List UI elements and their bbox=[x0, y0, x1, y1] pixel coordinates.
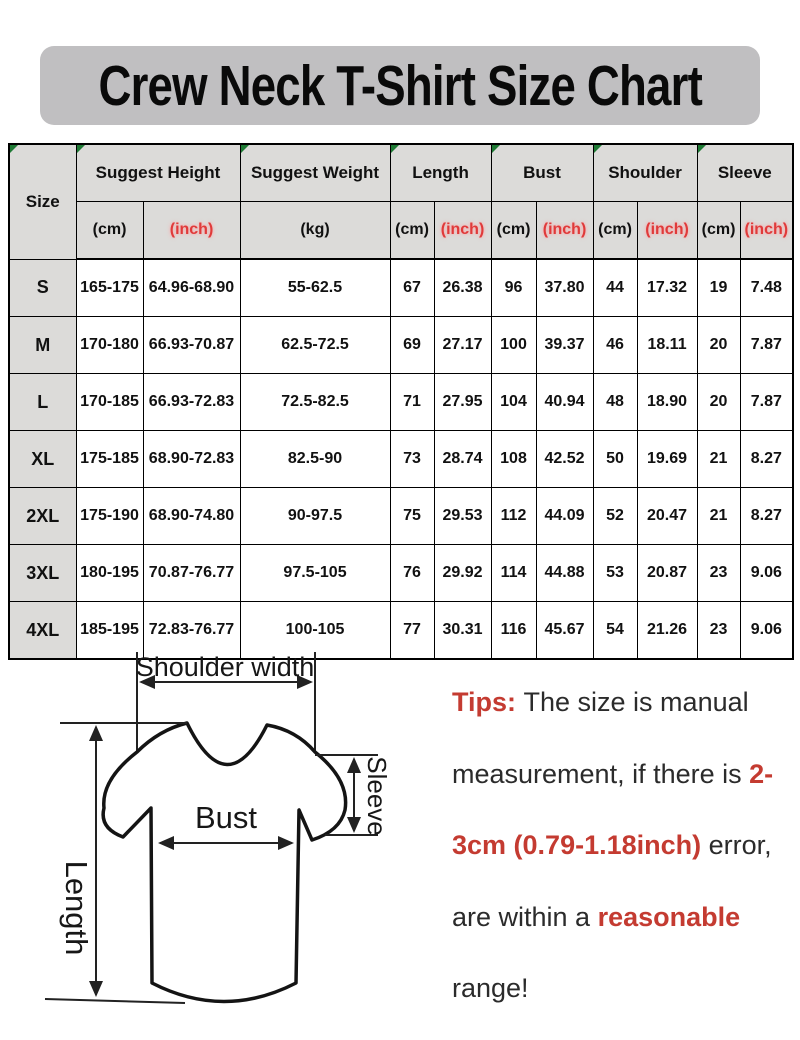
header-unit: (cm) bbox=[593, 202, 637, 260]
value-cell: 44 bbox=[593, 259, 637, 317]
value-cell: 20 bbox=[697, 317, 740, 374]
value-cell: 114 bbox=[491, 545, 536, 602]
tshirt-diagram-svg bbox=[0, 650, 446, 1040]
tips-highlight: Tips: bbox=[452, 687, 524, 717]
value-cell: 100 bbox=[491, 317, 536, 374]
header-unit: (cm) bbox=[76, 202, 143, 260]
value-cell: 37.80 bbox=[536, 259, 593, 317]
value-cell: 21.26 bbox=[637, 602, 697, 660]
value-cell: 68.90-74.80 bbox=[143, 488, 240, 545]
header-unit: (inch) bbox=[143, 202, 240, 260]
value-cell: 116 bbox=[491, 602, 536, 660]
value-cell: 76 bbox=[390, 545, 434, 602]
value-cell: 96 bbox=[491, 259, 536, 317]
value-cell: 39.37 bbox=[536, 317, 593, 374]
value-cell: 82.5-90 bbox=[240, 431, 390, 488]
value-cell: 75 bbox=[390, 488, 434, 545]
value-cell: 26.38 bbox=[434, 259, 491, 317]
value-cell: 54 bbox=[593, 602, 637, 660]
value-cell: 28.74 bbox=[434, 431, 491, 488]
value-cell: 55-62.5 bbox=[240, 259, 390, 317]
value-cell: 42.52 bbox=[536, 431, 593, 488]
value-cell: 21 bbox=[697, 431, 740, 488]
value-cell: 175-190 bbox=[76, 488, 143, 545]
value-cell: 165-175 bbox=[76, 259, 143, 317]
value-cell: 27.17 bbox=[434, 317, 491, 374]
value-cell: 70.87-76.77 bbox=[143, 545, 240, 602]
value-cell: 50 bbox=[593, 431, 637, 488]
value-cell: 23 bbox=[697, 602, 740, 660]
value-cell: 9.06 bbox=[740, 545, 793, 602]
value-cell: 66.93-72.83 bbox=[143, 374, 240, 431]
value-cell: 68.90-72.83 bbox=[143, 431, 240, 488]
tips-text bbox=[452, 667, 790, 1025]
value-cell: 9.06 bbox=[740, 602, 793, 660]
size-cell: S bbox=[9, 259, 76, 317]
header-group-shoulder: Shoulder bbox=[593, 144, 697, 202]
header-unit: (inch) bbox=[434, 202, 491, 260]
table-header bbox=[9, 144, 793, 259]
value-cell: 104 bbox=[491, 374, 536, 431]
header-unit: (kg) bbox=[240, 202, 390, 260]
value-cell: 97.5-105 bbox=[240, 545, 390, 602]
length-bottom-guide bbox=[45, 999, 185, 1003]
header-units-row bbox=[9, 202, 793, 260]
value-cell: 175-185 bbox=[76, 431, 143, 488]
value-cell: 8.27 bbox=[740, 488, 793, 545]
header-unit: (inch) bbox=[740, 202, 793, 260]
value-cell: 170-180 bbox=[76, 317, 143, 374]
value-cell: 19.69 bbox=[637, 431, 697, 488]
value-cell: 72.5-82.5 bbox=[240, 374, 390, 431]
value-cell: 77 bbox=[390, 602, 434, 660]
table-row-s bbox=[9, 259, 793, 317]
value-cell: 18.90 bbox=[637, 374, 697, 431]
value-cell: 27.95 bbox=[434, 374, 491, 431]
value-cell: 19 bbox=[697, 259, 740, 317]
value-cell: 100-105 bbox=[240, 602, 390, 660]
value-cell: 17.32 bbox=[637, 259, 697, 317]
value-cell: 48 bbox=[593, 374, 637, 431]
tips-segment: range! bbox=[452, 973, 529, 1003]
value-cell: 64.96-68.90 bbox=[143, 259, 240, 317]
size-cell: L bbox=[9, 374, 76, 431]
value-cell: 72.83-76.77 bbox=[143, 602, 240, 660]
value-cell: 45.67 bbox=[536, 602, 593, 660]
value-cell: 29.92 bbox=[434, 545, 491, 602]
table-row-2xl bbox=[9, 488, 793, 545]
value-cell: 170-185 bbox=[76, 374, 143, 431]
bust-label: Bust bbox=[194, 800, 258, 835]
value-cell: 23 bbox=[697, 545, 740, 602]
header-unit: (cm) bbox=[491, 202, 536, 260]
header-unit: (cm) bbox=[697, 202, 740, 260]
value-cell: 180-195 bbox=[76, 545, 143, 602]
value-cell: 44.88 bbox=[536, 545, 593, 602]
table-body bbox=[9, 259, 793, 659]
value-cell: 44.09 bbox=[536, 488, 593, 545]
value-cell: 108 bbox=[491, 431, 536, 488]
tshirt-outline bbox=[103, 723, 345, 1002]
size-cell: XL bbox=[9, 431, 76, 488]
value-cell: 71 bbox=[390, 374, 434, 431]
value-cell: 62.5-72.5 bbox=[240, 317, 390, 374]
header-group-length: Length bbox=[390, 144, 491, 202]
size-cell: M bbox=[9, 317, 76, 374]
tshirt-diagram bbox=[0, 650, 446, 1040]
header-unit: (cm) bbox=[390, 202, 434, 260]
value-cell: 112 bbox=[491, 488, 536, 545]
value-cell: 67 bbox=[390, 259, 434, 317]
table-row-l bbox=[9, 374, 793, 431]
header-group-row bbox=[9, 144, 793, 202]
title-banner bbox=[40, 46, 760, 125]
tips-segment: error, are within a bbox=[452, 830, 772, 932]
table-row-m bbox=[9, 317, 793, 374]
value-cell: 20 bbox=[697, 374, 740, 431]
value-cell: 90-97.5 bbox=[240, 488, 390, 545]
value-cell: 21 bbox=[697, 488, 740, 545]
header-group-bust: Bust bbox=[491, 144, 593, 202]
value-cell: 30.31 bbox=[434, 602, 491, 660]
value-cell: 66.93-70.87 bbox=[143, 317, 240, 374]
size-cell: 3XL bbox=[9, 545, 76, 602]
value-cell: 46 bbox=[593, 317, 637, 374]
size-cell: 2XL bbox=[9, 488, 76, 545]
value-cell: 53 bbox=[593, 545, 637, 602]
value-cell: 8.27 bbox=[740, 431, 793, 488]
value-cell: 20.47 bbox=[637, 488, 697, 545]
value-cell: 69 bbox=[390, 317, 434, 374]
tips-highlight: reasonable bbox=[597, 901, 741, 932]
value-cell: 185-195 bbox=[76, 602, 143, 660]
table-row-xl bbox=[9, 431, 793, 488]
value-cell: 40.94 bbox=[536, 374, 593, 431]
value-cell: 29.53 bbox=[434, 488, 491, 545]
value-cell: 20.87 bbox=[637, 545, 697, 602]
page-title: Crew Neck T-Shirt Size Chart bbox=[98, 53, 702, 118]
header-size: Size bbox=[9, 144, 76, 259]
header-unit: (inch) bbox=[637, 202, 697, 260]
size-cell: 4XL bbox=[9, 602, 76, 660]
shoulder-width-label: Shoulder width bbox=[135, 652, 315, 682]
value-cell: 7.87 bbox=[740, 317, 793, 374]
value-cell: 18.11 bbox=[637, 317, 697, 374]
size-table bbox=[8, 143, 794, 660]
value-cell: 73 bbox=[390, 431, 434, 488]
length-label: Length bbox=[59, 860, 94, 956]
value-cell: 52 bbox=[593, 488, 637, 545]
header-group-suggest-height: Suggest Height bbox=[76, 144, 240, 202]
sleeve-label: Sleeve bbox=[362, 756, 392, 836]
header-group-suggest-weight: Suggest Weight bbox=[240, 144, 390, 202]
value-cell: 7.48 bbox=[740, 259, 793, 317]
header-unit: (inch) bbox=[536, 202, 593, 260]
table-row-3xl bbox=[9, 545, 793, 602]
tips-highlight: 2-3cm (0.79-1.18inch) bbox=[452, 758, 774, 860]
header-group-sleeve: Sleeve bbox=[697, 144, 793, 202]
tips-segment: The size is manual measurement, if there is bbox=[452, 687, 750, 789]
value-cell: 7.87 bbox=[740, 374, 793, 431]
